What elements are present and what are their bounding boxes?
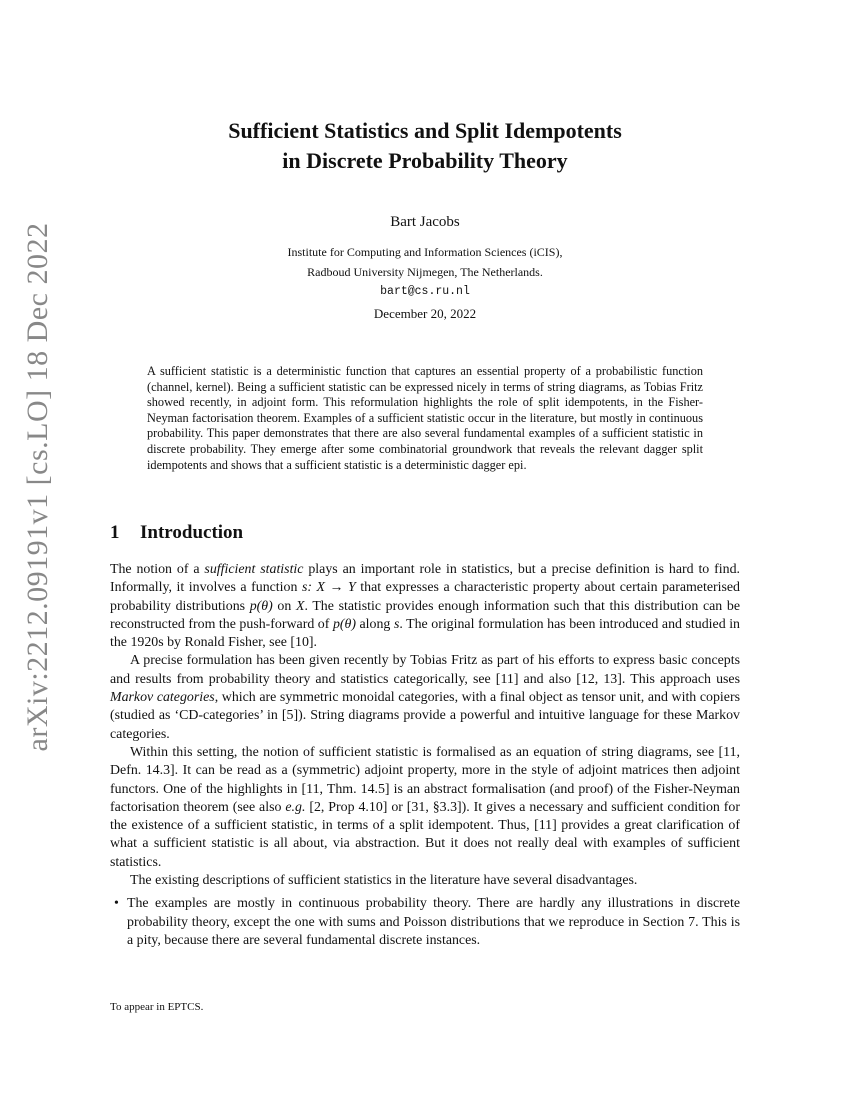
paper-date: December 20, 2022 <box>373 306 477 321</box>
author-email: bart@cs.ru.nl <box>380 285 470 298</box>
author-name: Bart Jacobs <box>390 214 460 230</box>
section-heading <box>110 522 243 544</box>
paragraph-4: The existing descriptions of sufficient statistics in the literature have several disadvantages. <box>130 873 638 889</box>
arxiv-identifier: arXiv:2212.09191v1 [cs.LO] 18 Dec 2022 <box>21 222 54 752</box>
bullet-list <box>110 895 740 950</box>
math-inline: p(θ) <box>249 598 273 614</box>
paragraph-3: Within this setting, the notion of sufficient statistic is formalised as an equation of string diagrams, see [11, Defn. 14.3]. It can be read as a (symmetric) adjoint property, more in the style of adjoint matrices then adjoint functors. One of the highlights in [11, Thm. 14.5] is an abstract formalisation (and proof) of the Fisher-Neyman factorisation theorem (see also e.g. [2, Prop 4.10] or [31, §3.3]). It gives a necessary and sufficient condition for the existence of a sufficient statistic, in terms of a split idempotent. Thus, [11] provides a great clarification of what a sufficient statistic is all about, via abstraction. But it does not really deal with examples of sufficient statistics. <box>110 744 740 870</box>
math-inline: p(θ) <box>332 616 356 632</box>
list-item: • The examples are mostly in continuous probability theory. There are hardly any illustrations in discrete probability theory, except the one with sums and Poisson distributions that we reproduce in Section 7. This is a pity, because there are several fundamental discrete instances. <box>127 895 740 950</box>
math-inline: s: X → Y <box>301 580 356 596</box>
body-text <box>110 561 740 950</box>
abstract: A sufficient statistic is a deterministic function that captures an essential property of a probabilistic function (channel, kernel). Being a sufficient statistic can be expressed nicely in terms of string diagrams, as Tobias Fritz showed recently, in adjoint form. This reformulation highlights the role of split idempotents, in the Fisher-Neyman factorisation theorem. Examples of a sufficient statistic occur in the literature, but mostly in continuous probability. This paper demonstrates that there are also several fundamental examples of a sufficient statistic in discrete probability. They emerge after some combinatorial groundwork that reveals the relevant dagger split idempotents and shows that a sufficient statistic is a deterministic dagger epi. <box>147 364 703 472</box>
paper-title-line-2: in Discrete Probability Theory <box>282 148 568 173</box>
affiliation-line-2: Radboud University Nijmegen, The Netherlands. <box>307 265 543 279</box>
paper-title-line-1: Sufficient Statistics and Split Idempotents <box>228 118 622 143</box>
emphasis-term: e.g. <box>285 799 306 815</box>
math-inline: s <box>393 616 400 632</box>
section-number: 1 <box>110 522 120 543</box>
affiliation <box>0 242 850 282</box>
footnote: To appear in EPTCS. <box>110 1001 204 1013</box>
affiliation-line-1: Institute for Computing and Information Sciences (iCIS), <box>287 245 563 259</box>
emphasis-term: Markov categories <box>110 690 215 706</box>
emphasis-term: sufficient statistic <box>204 562 304 577</box>
paragraph-1: The notion of a sufficient statistic plays an important role in statistics, but a precise definition is hard to find. Informally, it involves a function s: X → Y that expresses a characteristic property about certain parameterised probability distributions p(θ) on X. The statistic provides enough information such that this distribution can be reconstructed from the push-forward of p(θ) along s. The original formulation has been introduced and studied in the 1920s by Ronald Fisher, see [10]. <box>110 562 741 651</box>
paragraph-2: A precise formulation has been given recently by Tobias Fritz as part of his efforts to express basic concepts and results from probability theory and statistics categorically, see [11] and also [12, 13]. This approach uses Markov categories, which are symmetric monoidal categories, with a final object as tensor unit, and with copiers (studied as ‘CD-categories’ in [5]). String diagrams provide a powerful and intuitive language for these Markov categories. <box>110 653 740 742</box>
math-inline: X <box>295 598 305 614</box>
section-title: Introduction <box>140 522 244 543</box>
